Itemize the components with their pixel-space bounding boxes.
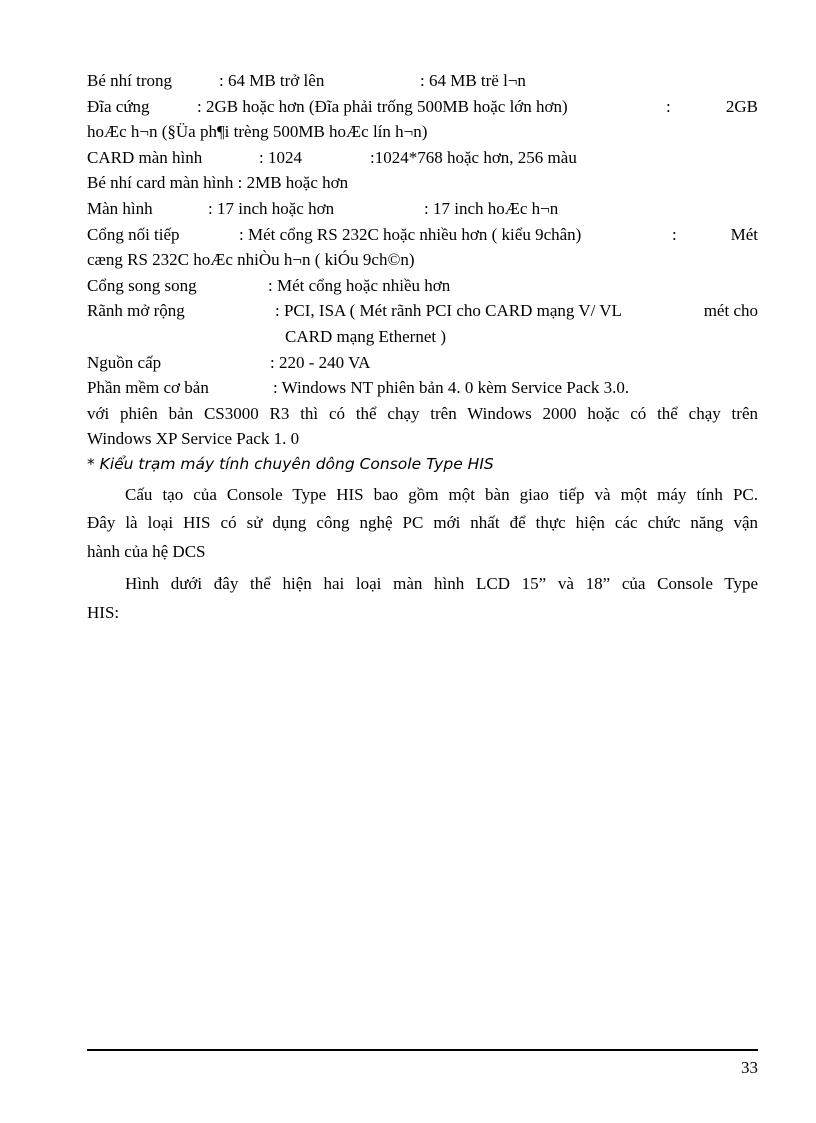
spec-value-garbled: hoÆc h¬n (§Üa ph¶i trèng 500MB hoÆc lín h¬n)	[87, 122, 428, 142]
spec-label: CARD màn hình	[87, 147, 203, 167]
spec-value: : 2GB hoặc hơn (Đĩa phải trống 500MB hoặc lớn hơn)	[197, 96, 568, 116]
spec-row-slots	[87, 298, 758, 324]
paragraph-line: hành của hệ DCS	[87, 541, 206, 561]
spec-label: Cổng nối tiếp	[87, 224, 180, 244]
section-heading: * Kiểu trạm máy tính chuyên dông Console Type HIS	[87, 454, 494, 473]
spec-value-garbled: Mét	[730, 224, 758, 244]
spec-row-vga	[87, 145, 758, 171]
spec-label: Phần mềm cơ bản	[87, 378, 209, 398]
spec-colon: :	[672, 224, 677, 244]
spec-row-monitor	[87, 196, 758, 222]
paragraph-line: với phiên bản CS3000 R3 thì có thể chạy trên Windows 2000 hoặc có thể chạy trên	[87, 403, 758, 423]
spec-value: : 220 - 240 VA	[270, 352, 371, 372]
spec-row-hdd-cont	[87, 119, 758, 145]
spec-label: Cổng song song	[87, 275, 197, 295]
spec-value: : Mét cổng hoặc nhiều hơn	[268, 275, 451, 295]
spec-row-hdd	[87, 94, 758, 120]
spec-value-garbled: 2GB	[725, 96, 758, 116]
spec-label: Màn hình	[87, 198, 153, 218]
spec-value: : PCI, ISA ( Mét rãnh PCI cho CARD mạng V/ VL	[275, 301, 622, 321]
spec-row-serial-cont	[87, 247, 758, 273]
spec-value: : 1024	[259, 147, 302, 167]
spec-value-garbled: cæng RS 232C hoÆc nhiÒu h¬n ( kiÓu 9ch©n)	[87, 250, 415, 270]
spec-label: Bé nhí card màn hình : 2MB hoặc hơn	[87, 173, 349, 193]
spec-row-parallel	[87, 273, 758, 299]
paragraph-line: Đây là loại HIS có sử dụng công nghệ PC mới nhất để thực hiện các chức năng vận	[87, 513, 758, 533]
spec-label: Bé nhí trong	[87, 71, 172, 90]
paragraph-line: Windows XP Service Pack 1. 0	[87, 429, 300, 449]
spec-value: : 17 inch hoặc hơn	[208, 198, 335, 218]
spec-row-software	[87, 375, 758, 401]
paragraph-line: HIS:	[87, 602, 120, 622]
spec-label: Nguồn cấp	[87, 352, 162, 372]
spec-value-garbled: : 64 MB trë l¬n	[420, 71, 526, 90]
footer-rule	[87, 1049, 758, 1051]
paragraph-line: Cấu tạo của Console Type HIS bao gồm một bàn giao tiếp và một máy tính PC.	[125, 484, 758, 504]
spec-value-garbled: : 17 inch hoÆc h¬n	[424, 198, 559, 218]
document-body	[87, 68, 758, 625]
spec-row-power	[87, 350, 758, 376]
spec-colon: :	[666, 96, 671, 116]
spec-value: :1024*768 hoặc hơn, 256 màu	[370, 147, 577, 167]
spec-row-ram	[87, 68, 758, 94]
spec-value: : 64 MB trở lên	[219, 71, 325, 90]
spec-value: : Mét cổng RS 232C hoặc nhiều hơn ( kiểu 9chân)	[239, 224, 582, 244]
spec-value: CARD mạng Ethernet )	[285, 326, 446, 346]
spec-label: Rãnh mở rộng	[87, 301, 185, 321]
page-number: 33	[741, 1058, 758, 1077]
spec-row-serial	[87, 222, 758, 248]
spec-value: mét cho	[703, 301, 758, 321]
paragraph-line: Hình dưới đây thể hiện hai loại màn hình LCD 15” và 18” của Console Type	[125, 574, 758, 594]
spec-value: : Windows NT phiên bản 4. 0 kèm Service Pack 3.0.	[273, 378, 630, 398]
spec-row-slots-cont	[87, 324, 758, 350]
spec-row-vram	[87, 170, 758, 196]
spec-label: Đĩa cứng	[87, 96, 150, 116]
